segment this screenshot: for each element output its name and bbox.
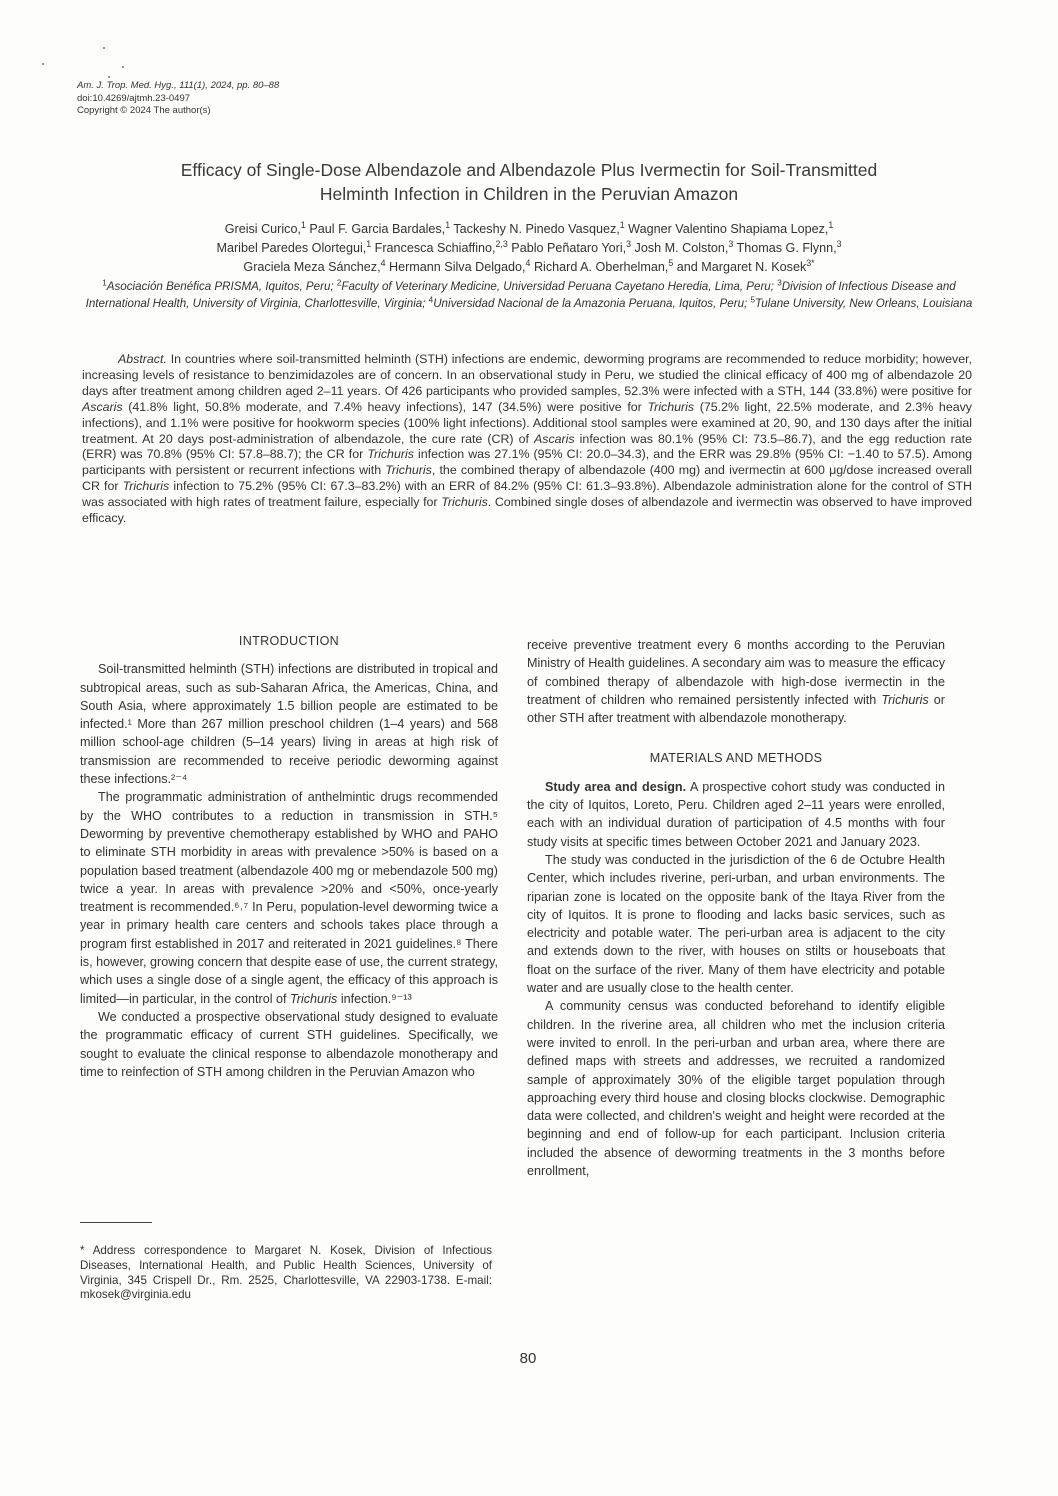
intro-paragraph-2: The programmatic administration of anthelmintic drugs recommended by the WHO contributes to a reduction in transmission in STH.⁵ Deworming by preventive chemotherapy established by WHO and PAHO to eliminate STH morbidity in areas with prevalence >50% is based on a population based treatment (albendazole 400 mg or mebendazole 500 mg) twice a year. In areas with prevalence >20% and <50%, once-yearly treatment is recommended.⁶˒⁷ In Peru, population-level deworming twice a year in primary health care centers and schools takes place through a program first established in 2017 and reiterated in 2021 guidelines.⁸ There is, however, growing concern that despite ease of use, the current strategy, which uses a single dose of a single agent, the efficacy of this approach is limited—in particular, in the control of Trichuris infection.⁹⁻¹³ (80, 790, 498, 1006)
author-affiliation-marker: 3 (728, 239, 734, 250)
right-column (527, 636, 945, 1180)
left-column (80, 632, 498, 1081)
affiliation-text: Asociación Benéfica PRISMA, Iquitos, Peru; (106, 280, 337, 293)
author-name: Greisi Curico, (224, 222, 301, 236)
author-name: Paul F. Garcia Bardales, (309, 222, 446, 236)
author-affiliation-marker: 1 (828, 220, 834, 231)
scan-speck (122, 66, 124, 68)
abstract-text: In countries where soil-transmitted helminth (STH) infections are endemic, deworming programs are recommended to reduce morbidity; however, increasing levels of resistance to benzimidazoles are of concern. In an observational study in Peru, we studied the clinical efficacy of 400 mg of albendazole 20 days after treatment among children aged 2–11 years. Of 426 participants who provided samples, 52.3% were infected with a STH, 144 (33.8%) were positive for Ascaris (41.8% light, 50.8% moderate, and 7.4% heavy infections), 147 (34.5%) were positive for Trichuris (75.2% light, 22.5% moderate, and 2.3% heavy infections), and 1.1% were positive for hookworm species (100% light infections). Additional stool samples were examined at 20, 90, and 130 days after the initial treatment. At 20 days post-administration of albendazole, the cure rate (CR) of Ascaris infection was 80.1% (95% CI: 73.5–86.7), and the egg reduction rate (ERR) was 70.8% (95% CI: 57.8–88.7); the CR for Trichuris infection was 27.1% (95% CI: 20.0–34.3), and the ERR was 29.8% (95% CI: −1.40 to 57.5). Among participants with persistent or recurrent infections with Trichuris, the combined therapy of albendazole (400 mg) and ivermectin at 600 μg/dose increased overall CR for Trichuris infection to 75.2% (95% CI: 67.3–83.2%) with an ERR of 84.2% (95% CI: 61.3–93.8%). Albendazole administration alone for the control of STH was associated with high rates of treatment failure, especially for Trichuris. Combined single doses of albendazole and ivermectin was observed to have improved efficacy. (82, 352, 973, 526)
study-area-runin: Study area and design. (545, 779, 687, 794)
taxon-name: Trichuris (122, 479, 170, 494)
taxon-name: Trichuris (647, 399, 695, 414)
author-name: Hermann Silva Delgado, (389, 260, 526, 274)
affiliation-text: Faculty of Veterinary Medicine, Universidad Peruana Cayetano Heredia, Lima, Peru; (341, 280, 778, 293)
author-affiliation-marker: 4 (525, 258, 531, 269)
paper-title (100, 158, 958, 206)
affiliation-text: Universidad Nacional de la Amazonia Peruana, Iquitos, Peru; (433, 296, 751, 310)
author-affiliation-marker: 1 (366, 239, 372, 250)
author-affiliation-marker: 1 (300, 220, 306, 231)
taxon-name: Trichuris (881, 692, 929, 707)
author-name: Tackeshy N. Pinedo Vasquez, (453, 222, 620, 236)
taxon-name: Trichuris (290, 991, 338, 1006)
affiliation-marker: 1 (102, 278, 107, 288)
author-affiliation-marker: 1 (445, 220, 451, 231)
scan-speck (42, 63, 44, 65)
study-area-paragraph (527, 778, 945, 851)
footnote-rule (80, 1222, 152, 1223)
author-name: and Margaret N. Kosek (676, 260, 807, 274)
title-line-1: Efficacy of Single-Dose Albendazole and Albendazole Plus Ivermectin for Soil-Transmitted (180, 160, 878, 180)
abstract-label: Abstract. (118, 352, 167, 366)
author-name: Wagner Valentino Shapiama Lopez, (628, 222, 829, 236)
affiliation-text: Tulane University, New Orleans, Louisiana (755, 296, 973, 310)
author-affiliation-marker: 3 (626, 239, 632, 250)
journal-citation: Am. J. Trop. Med. Hyg., 111(1), 2024, pp. 80–88 (77, 80, 280, 91)
affiliations (78, 279, 980, 312)
intro-paragraph-1: Soil-transmitted helminth (STH) infections are distributed in tropical and subtropical areas, such as sub-Saharan Africa, the Americas, China, and South Asia, where approximately 1.5 billion people are estimated to be infected.¹ More than 267 million preschool children (1–4 years) and 568 million school-age children (5–14 years) living in areas at high risk of transmission are recommended to receive periodic deworming against these infections.²⁻⁴ (80, 662, 498, 787)
taxon-name: Ascaris (533, 431, 575, 446)
affiliation-marker: 4 (428, 295, 434, 305)
study-area-text: A prospective cohort study was conducted in the city of Iquitos, Loreto, Peru. Children aged 2–11 years were enrolled, each with an individual duration of participation of 4.5 months with four study visits at specific times between October 2021 and January 2023. (527, 779, 945, 849)
author-name: Josh M. Colston, (634, 241, 729, 255)
author-name: Thomas G. Flynn, (736, 241, 837, 255)
author-affiliation-marker: 1 (619, 220, 625, 231)
taxon-name: Trichuris (367, 447, 414, 462)
title-line-2: Helminth Infection in Children in the Peruvian Amazon (319, 184, 739, 204)
author-name: Maribel Paredes Olortegui, (216, 241, 367, 255)
doi-link[interactable]: doi:10.4269/ajtmh.23-0497 (77, 92, 191, 104)
taxon-name: Ascaris (82, 399, 123, 414)
author-affiliation-marker: 3* (806, 258, 815, 269)
introduction-heading: INTRODUCTION (238, 634, 340, 648)
intro-paragraph-3: We conducted a prospective observational study designed to evaluate the programmatic efficacy of current STH guidelines. Specifically, we sought to evaluate the clinical response to albendazole monotherapy and time to reinfection of STH among children in the Peruvian Amazon who (80, 1009, 498, 1079)
scan-speck (103, 47, 105, 49)
scan-speck (108, 76, 110, 78)
author-name: Pablo Peñataro Yori, (511, 241, 627, 255)
copyright-notice: Copyright © 2024 The author(s) (77, 105, 211, 116)
journal-header (77, 80, 279, 118)
affiliation-marker: 5 (750, 295, 755, 305)
author-name: Graciela Meza Sánchez, (243, 260, 381, 274)
abstract (82, 352, 972, 527)
author-affiliation-marker: 2,3 (495, 239, 508, 250)
author-name: Richard A. Oberhelman, (533, 260, 669, 274)
author-affiliation-marker: 3 (836, 239, 842, 250)
taxon-name: Trichuris (441, 495, 488, 510)
taxon-name: Trichuris (385, 463, 432, 478)
page-number: 80 (519, 1350, 537, 1367)
author-name: Francesca Schiaffino, (374, 241, 496, 255)
affiliation-marker: 3 (777, 278, 782, 288)
methods-heading: MATERIALS AND METHODS (649, 751, 823, 766)
methods-paragraph-3: A community census was conducted beforehand to identify eligible children. In the riverine area, all children who met the inclusion criteria were invited to enroll. In the peri-urban and urban area, where there are defined maps with streets and addresses, we recruited a randomized sample of approximately 30% of the eligible target population through approaching every third house and closing blocks clockwise. Demographic data were collected, and children's weight and height were recorded at the beginning and end of follow-up for each participant. Inclusion criteria included the absence of deworming treatments in the 3 months before enrollment, (527, 999, 945, 1179)
methods-paragraph-2: The study was conducted in the jurisdiction of the 6 de Octubre Health Center, which includes riverine, peri-urban, and urban environments. The riparian zone is located on the opposite bank of the Itaya River from the city of Iquitos. It is prone to flooding and lacks basic services, such as electricity and potable water. The peri-urban area is adjacent to the city and extends down to the river, with houses on stilts or houseboats that float on the surface of the river. Many of them have electricity and potable water and are usually close to the health center. (527, 852, 945, 996)
correspondence-footnote: * Address correspondence to Margaret N. Kosek, Division of Infectious Diseases, International Health, and Public Health Sciences, University of Virginia, 345 Crispell Dr., Rm. 2525, Charlottesville, VA 22903-1738. E-mail: mkosek@virginia.edu (80, 1244, 492, 1302)
author-affiliation-marker: 4 (380, 258, 386, 269)
affiliation-text: Division of Infectious Disease and International Health, University of Virginia, Charlottesville, Virginia; (85, 280, 956, 310)
intro-continuation: receive preventive treatment every 6 months according to the Peruvian Ministry of Health guidelines. A secondary aim was to measure the efficacy of combined therapy of albendazole with high-dose ivermectin in the treatment of children who remained persistently infected with Trichuris or other STH after treatment with albendazole monotherapy. (527, 638, 945, 726)
author-affiliation-marker: 5 (668, 258, 674, 269)
author-list (100, 220, 958, 277)
affiliation-marker: 2 (336, 278, 342, 288)
